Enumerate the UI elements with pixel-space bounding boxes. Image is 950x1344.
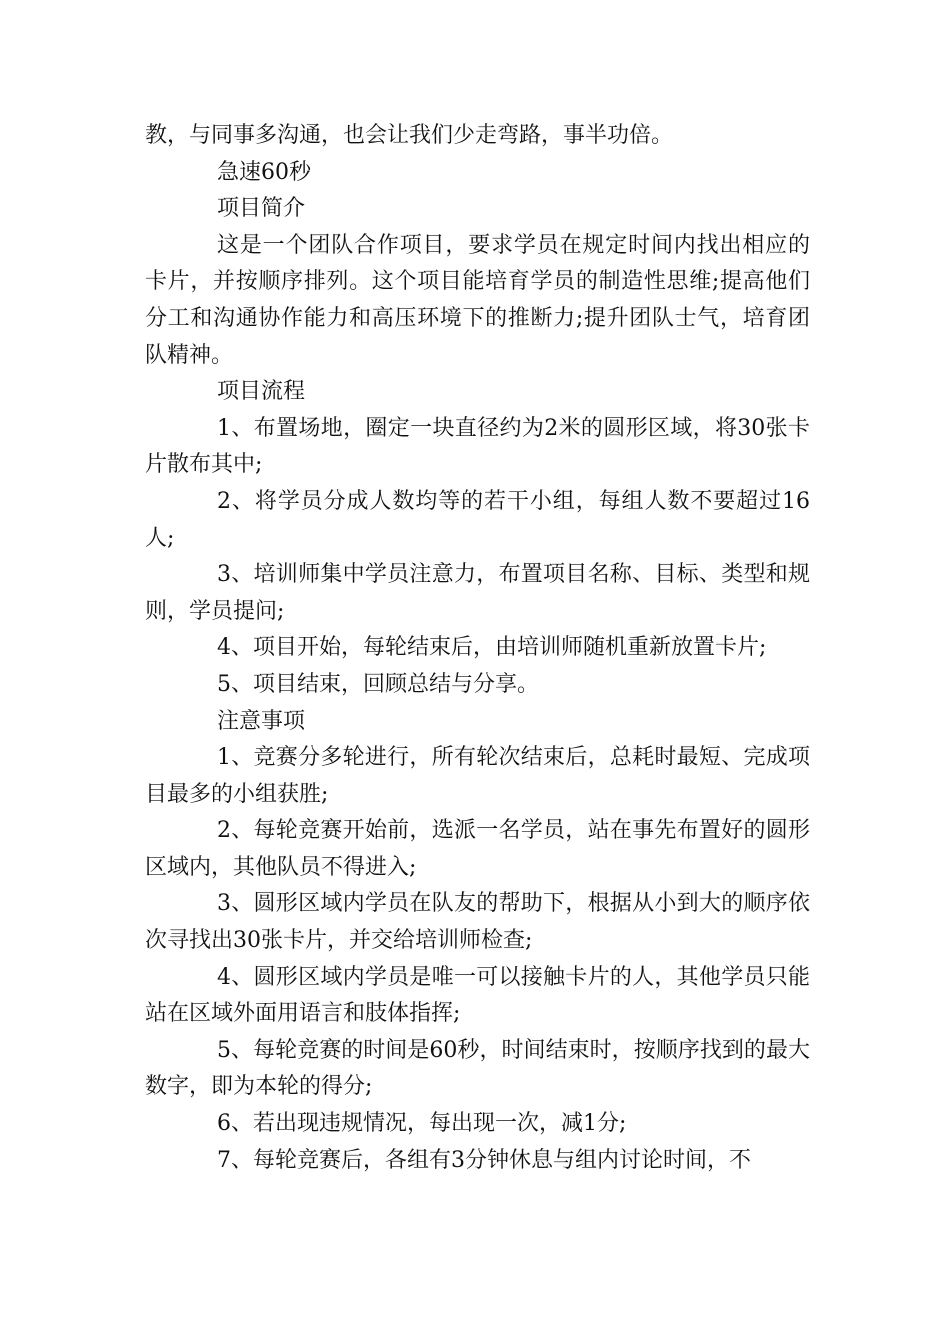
- note-item: 6、若出现违规情况，每出现一次，减1分;: [217, 1111, 627, 1137]
- document-body: [145, 118, 810, 1179]
- note-item: 4、圆形区域内学员是唯一可以接触卡片的人，其他学员只能站在区域外面用语言和肢体指挥;: [145, 964, 810, 1027]
- note-item: 1、竞赛分多轮进行，所有轮次结束后，总耗时最短、完成项目最多的小组获胜;: [145, 745, 810, 807]
- heading-notes: 注意事项: [217, 708, 306, 734]
- note-item: 7、每轮竞赛后，各组有3分钟休息与组内讨论时间，不: [217, 1147, 751, 1173]
- process-step: 4、项目开始，每轮结束后，由培训师随机重新放置卡片;: [217, 635, 767, 661]
- process-step: 1、布置场地，圈定一块直径约为2米的圆形区域，将30张卡片散布其中;: [145, 415, 810, 478]
- section-title-game: 急速60秒: [217, 159, 311, 185]
- note-item: 3、圆形区域内学员在队友的帮助下，根据从小到大的顺序依次寻找出30张卡片，并交给培训师检查;: [145, 891, 810, 954]
- paragraph-continuation: 教，与同事多沟通，也会让我们少走弯路，事半功倍。: [145, 123, 674, 148]
- paragraph-introduction: 这是一个团队合作项目，要求学员在规定时间内找出相应的卡片，并按顺序排列。这个项目能培育学员的制造性思维;提高他们分工和沟通协作能力和高压环境下的推断力;提升团队士气，培育团队精神。: [145, 232, 810, 368]
- note-item: 5、每轮竞赛的时间是60秒，时间结束时，按顺序找到的最大数字，即为本轮的得分;: [145, 1037, 810, 1100]
- process-step: 5、项目结束，回顾总结与分享。: [217, 671, 539, 697]
- heading-process: 项目流程: [217, 379, 306, 405]
- process-step: 2、将学员分成人数均等的若干小组，每组人数不要超过16人;: [145, 488, 810, 551]
- heading-introduction: 项目简介: [217, 196, 306, 222]
- note-item: 2、每轮竞赛开始前，选派一名学员，站在事先布置好的圆形区域内，其他队员不得进入;: [145, 818, 810, 880]
- process-step: 3、培训师集中学员注意力，布置项目名称、目标、类型和规则，学员提问;: [145, 562, 810, 624]
